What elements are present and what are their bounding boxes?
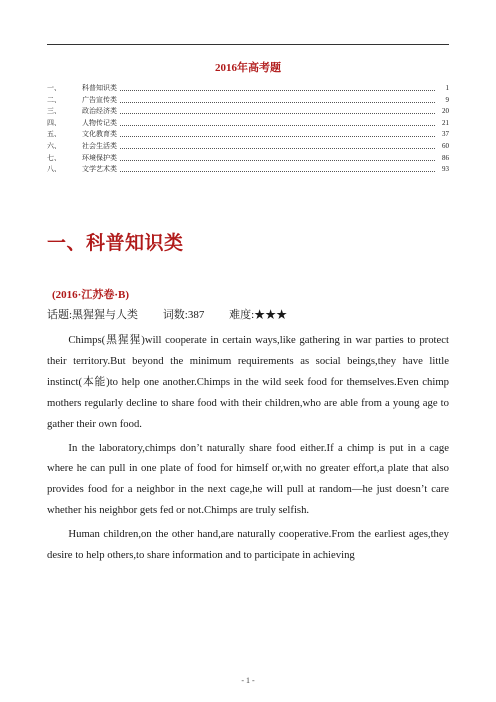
- toc-label: 环境保护类: [82, 153, 119, 165]
- article-meta: [47, 306, 309, 322]
- toc-number: 二、: [47, 95, 61, 104]
- toc-label: 广告宣传类: [82, 95, 119, 107]
- toc-label: 科普知识类: [82, 83, 119, 95]
- section-heading: 一、科普知识类: [47, 233, 184, 254]
- toc-label: 人物传记类: [82, 118, 119, 130]
- toc-entry[interactable]: [47, 83, 449, 95]
- toc-leader: [107, 136, 435, 137]
- toc-entry[interactable]: [47, 95, 449, 107]
- toc-number: 三、: [47, 107, 61, 116]
- topic-label: 话题:黑猩猩与人类: [47, 309, 139, 321]
- toc-number: 五、: [47, 130, 61, 139]
- toc-leader: [107, 113, 435, 114]
- toc-page: 86: [435, 153, 449, 165]
- toc-leader: [107, 160, 435, 161]
- toc-entry[interactable]: [47, 141, 449, 153]
- toc-leader: [107, 90, 435, 91]
- toc-label: 文学艺术类: [82, 164, 119, 176]
- toc-page: 60: [435, 141, 449, 153]
- toc-page: 37: [435, 129, 449, 141]
- toc-number: 八、: [47, 165, 61, 174]
- toc-entry[interactable]: [47, 106, 449, 118]
- toc-entry[interactable]: [47, 118, 449, 130]
- toc-entry[interactable]: [47, 164, 449, 176]
- article-body: [47, 330, 449, 569]
- paragraph: Chimps(黑猩猩)will cooperate in certain ways,like gathering in war parties to protect their territory.But beyond the minimum requirements as social beings,they have little instinct(本能)to help one another.Chimps in the wild seek food for themselves.Even chimp mothers regularly decline to share food with their children,who are able from a young age to gather their own food.: [47, 334, 449, 430]
- toc-leader: [107, 148, 435, 149]
- toc-leader: [107, 125, 435, 126]
- page-number: - 1 -: [241, 676, 255, 685]
- toc-number: 七、: [47, 153, 61, 162]
- toc-label: 社会生活类: [82, 141, 119, 153]
- toc-label: 政治经济类: [82, 106, 119, 118]
- toc-leader: [107, 102, 435, 103]
- toc-entry[interactable]: [47, 153, 449, 165]
- toc-page: 21: [435, 118, 449, 130]
- paragraph: Human children,on the other hand,are naturally cooperative.From the earliest ages,they desire to help others,to share information and to participate in achieving: [47, 528, 449, 562]
- toc-entry[interactable]: [47, 129, 449, 141]
- toc-number: 一、: [47, 84, 61, 92]
- table-of-contents: [47, 83, 449, 176]
- difficulty-label: 难度:★★★: [229, 309, 288, 321]
- toc-number: 六、: [47, 141, 61, 150]
- toc-page: 93: [435, 164, 449, 176]
- toc-page: 9: [435, 95, 449, 107]
- toc-page: 20: [435, 106, 449, 118]
- toc-leader: [107, 171, 435, 172]
- exam-source: (2016·江苏卷·B): [52, 289, 129, 301]
- word-count-label: 词数:387: [162, 309, 205, 321]
- toc-page: 1: [435, 83, 449, 95]
- document-title: 2016年高考题: [215, 62, 281, 74]
- paragraph: In the laboratory,chimps don’t naturally share food either.If a chimp is put in a cage where he can pull in one plate of food for himself or,with no greater effort,a plate that also provides food for a neighbor in the next cage,he will pull at random—he just doesn’t care whether his neighbor gets fed or not.Chimps are truly selfish.: [47, 441, 449, 517]
- toc-label: 文化教育类: [82, 129, 119, 141]
- toc-number: 四、: [47, 118, 61, 127]
- header-rule: [47, 44, 449, 45]
